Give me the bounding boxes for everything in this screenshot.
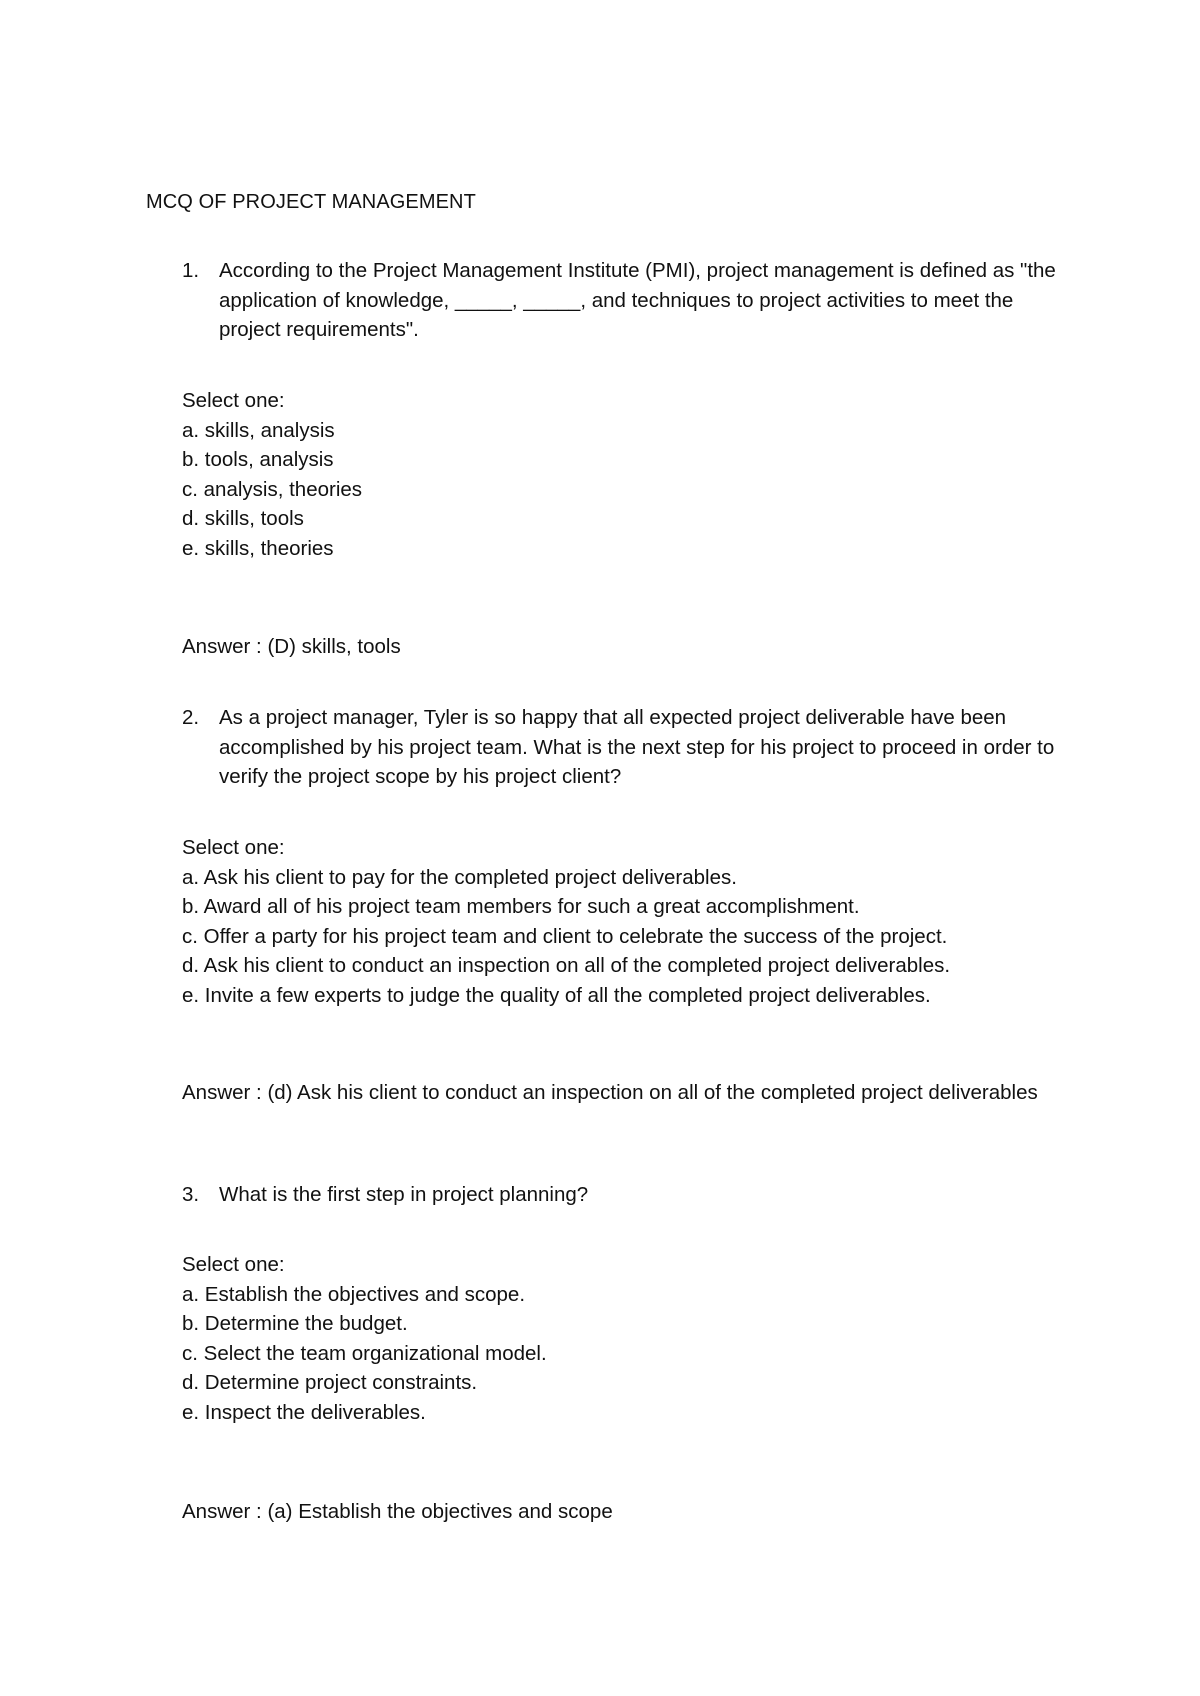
option-c: c. analysis, theories xyxy=(182,477,363,501)
answer-3: Answer : (a) Establish the objectives and scope xyxy=(182,1500,613,1523)
question-1 xyxy=(182,256,1062,345)
option-e: e. Inspect the deliverables. xyxy=(182,1400,426,1424)
question-number: 1. xyxy=(182,259,200,282)
option-d: d. skills, tools xyxy=(182,507,304,530)
answer-2: Answer : (d) Ask his client to conduct an inspection on all of the completed project deliverables xyxy=(182,1081,1038,1104)
select-one-label: Select one: xyxy=(182,1253,285,1276)
question-text: As a project manager, Tyler is so happy that all expected project deliverable have been accomplished by his project team. What is the next step for his project to proceed in order to verify the project scope by his project client? xyxy=(219,706,1055,788)
answer-1: Answer : (D) skills, tools xyxy=(182,635,401,658)
option-d: d. Determine project constraints. xyxy=(182,1371,478,1394)
option-a: a. skills, analysis xyxy=(182,418,335,442)
option-e: e. skills, theories xyxy=(182,536,334,560)
question-text: What is the first step in project planning? xyxy=(219,1183,589,1206)
option-d: d. Ask his client to conduct an inspection on all of the completed project deliverables. xyxy=(182,954,951,977)
option-c: c. Select the team organizational model. xyxy=(182,1341,547,1365)
option-c: c. Offer a party for his project team and client to celebrate the success of the project. xyxy=(182,924,948,948)
option-a: a. Ask his client to pay for the completed project deliverables. xyxy=(182,865,737,889)
select-one-label: Select one: xyxy=(182,389,285,412)
select-one-label: Select one: xyxy=(182,836,285,859)
question-2 xyxy=(182,703,1062,792)
options-list-3 xyxy=(182,1250,1062,1427)
option-e: e. Invite a few experts to judge the quality of all the completed project deliverables. xyxy=(182,983,931,1007)
option-b: b. tools, analysis xyxy=(182,448,334,471)
option-b: b. Award all of his project team members for such a great accomplishment. xyxy=(182,895,860,918)
question-number: 2. xyxy=(182,706,200,729)
question-number: 3. xyxy=(182,1183,200,1206)
option-b: b. Determine the budget. xyxy=(182,1312,408,1335)
question-3 xyxy=(182,1180,1062,1210)
document-title: MCQ OF PROJECT MANAGEMENT xyxy=(146,191,476,213)
options-list-2 xyxy=(182,833,1062,1010)
options-list-1 xyxy=(182,386,1062,563)
option-a: a. Establish the objectives and scope. xyxy=(182,1282,526,1306)
question-text: According to the Project Management Institute (PMI), project management is defined as "the application of knowledge, _____, _____, and techniques to project activities to meet the project requirements". xyxy=(219,259,1056,341)
